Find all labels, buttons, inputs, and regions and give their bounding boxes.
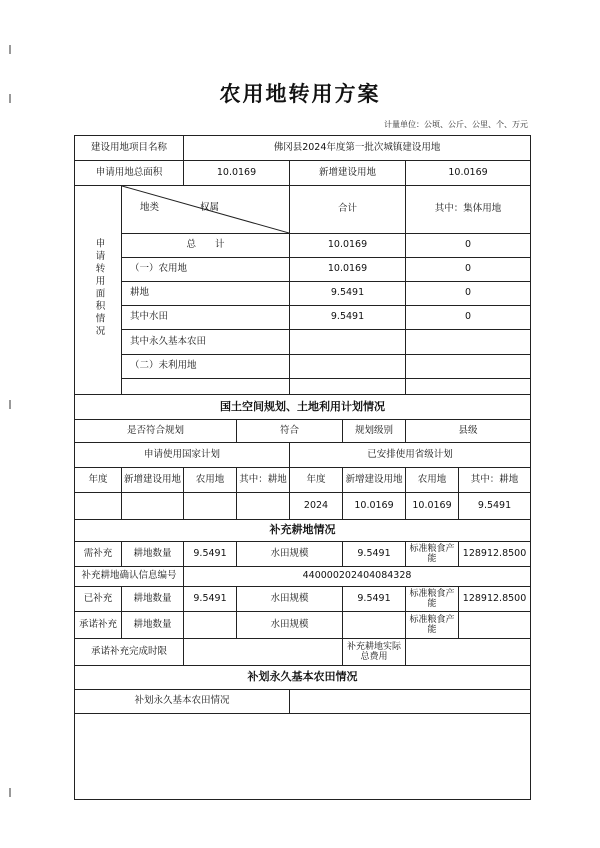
total-area-value: 10.0169 — [184, 161, 290, 186]
confirm-number-label: 补充耕地确认信息编号 — [75, 567, 184, 587]
apply-row-collective: 0 — [406, 282, 531, 306]
done-qty-label: 耕地数量 — [122, 587, 184, 612]
need-qty-value: 9.5491 — [184, 542, 237, 567]
confirm-number-value: 440000202404084328 — [184, 567, 531, 587]
need-grain-value: 128912.8500 — [459, 542, 531, 567]
plan-header: 新增建设用地 — [122, 468, 184, 493]
apply-row-total — [290, 330, 406, 355]
apply-row-total: 10.0169 — [290, 234, 406, 258]
done-paddy-value: 9.5491 — [343, 587, 406, 612]
apply-row-label: 总 计 — [122, 234, 290, 258]
plan-header: 新增建设用地 — [343, 468, 406, 493]
national-plan-label: 申请使用国家计划 — [75, 443, 290, 468]
basic-farmland-label: 补划永久基本农田情况 — [75, 690, 290, 714]
apply-spacer — [122, 379, 290, 395]
promise-grain-value — [459, 612, 531, 639]
done-qty-value: 9.5491 — [184, 587, 237, 612]
total-header: 合计 — [290, 186, 406, 234]
basic-farmland-value — [290, 690, 531, 714]
plan-value — [122, 493, 184, 520]
binding-hole-mark — [9, 400, 11, 409]
promise-paddy-value — [343, 612, 406, 639]
done-grain-value: 128912.8500 — [459, 587, 531, 612]
provincial-plan-label: 已安排使用省级计划 — [290, 443, 531, 468]
basic-farmland-section-title: 补划永久基本农田情况 — [75, 666, 531, 690]
plan-header: 其中：耕地 — [237, 468, 290, 493]
need-paddy-label: 水田规模 — [237, 542, 343, 567]
apply-row-label: 其中永久基本农田 — [122, 330, 290, 355]
collective-header: 其中：集体用地 — [406, 186, 531, 234]
actual-cost-label: 补充耕地实际总费用 — [343, 639, 406, 666]
apply-row-collective: 0 — [406, 258, 531, 282]
apply-row-label: 其中水田 — [122, 306, 290, 330]
promise-supplement-label: 承诺补充 — [75, 612, 122, 639]
plan-value — [184, 493, 237, 520]
plan-value — [237, 493, 290, 520]
apply-row-total: 10.0169 — [290, 258, 406, 282]
binding-hole-mark — [9, 788, 11, 797]
apply-row-total: 9.5491 — [290, 306, 406, 330]
apply-side-label: 申请转用面积情况 — [75, 186, 122, 395]
deadline-label: 承诺补充完成时限 — [75, 639, 184, 666]
plan-header: 其中：耕地 — [459, 468, 531, 493]
project-name-label: 建设用地项目名称 — [75, 136, 184, 161]
done-paddy-label: 水田规模 — [237, 587, 343, 612]
done-grain-label: 标准粮食产能 — [406, 587, 459, 612]
supplement-section-title: 补充耕地情况 — [75, 520, 531, 542]
plan-value: 10.0169 — [343, 493, 406, 520]
apply-row-label: （一）农用地 — [122, 258, 290, 282]
apply-row-collective: 0 — [406, 306, 531, 330]
done-supplement-label: 已补充 — [75, 587, 122, 612]
promise-grain-label: 标准粮食产能 — [406, 612, 459, 639]
new-construction-label: 新增建设用地 — [290, 161, 406, 186]
plan-header: 年度 — [290, 468, 343, 493]
new-construction-value: 10.0169 — [406, 161, 531, 186]
apply-row-total — [290, 355, 406, 379]
page-title: 农用地转用方案 — [219, 81, 381, 106]
apply-row-label: （二）未利用地 — [122, 355, 290, 379]
actual-cost-value — [406, 639, 531, 666]
project-name-value: 佛冈县2024年度第一批次城镇建设用地 — [184, 136, 531, 161]
need-supplement-label: 需补充 — [75, 542, 122, 567]
plan-value: 10.0169 — [406, 493, 459, 520]
need-grain-label: 标准粮食产能 — [406, 542, 459, 567]
need-paddy-value: 9.5491 — [343, 542, 406, 567]
conform-value: 符合 — [237, 420, 343, 443]
apply-spacer — [406, 379, 531, 395]
total-area-label: 申请用地总面积 — [75, 161, 184, 186]
apply-row-label: 耕地 — [122, 282, 290, 306]
plan-level-value: 县级 — [406, 420, 531, 443]
plan-value — [75, 493, 122, 520]
deadline-value — [184, 639, 343, 666]
promise-qty-value — [184, 612, 237, 639]
apply-spacer — [290, 379, 406, 395]
plan-section-title: 国土空间规划、土地利用计划情况 — [75, 395, 531, 420]
conform-label: 是否符合规划 — [75, 420, 237, 443]
apply-row-collective — [406, 330, 531, 355]
plan-header: 年度 — [75, 468, 122, 493]
land-type-header: 地类 — [140, 202, 160, 213]
unit-note: 计量单位：公顷、公斤、公里、个、万元 — [384, 120, 528, 129]
apply-row-collective — [406, 355, 531, 379]
apply-row-collective: 0 — [406, 234, 531, 258]
plan-level-label: 规划级别 — [343, 420, 406, 443]
plan-value: 9.5491 — [459, 493, 531, 520]
promise-paddy-label: 水田规模 — [237, 612, 343, 639]
apply-row-total: 9.5491 — [290, 282, 406, 306]
need-qty-label: 耕地数量 — [122, 542, 184, 567]
blank-remarks-area — [75, 714, 531, 800]
plan-header: 农用地 — [406, 468, 459, 493]
land-conversion-table — [74, 135, 531, 800]
ownership-header: 权属 — [200, 202, 220, 213]
plan-header: 农用地 — [184, 468, 237, 493]
binding-hole-mark — [9, 45, 11, 54]
land-owner-header — [122, 186, 290, 234]
plan-value: 2024 — [290, 493, 343, 520]
promise-qty-label: 耕地数量 — [122, 612, 184, 639]
